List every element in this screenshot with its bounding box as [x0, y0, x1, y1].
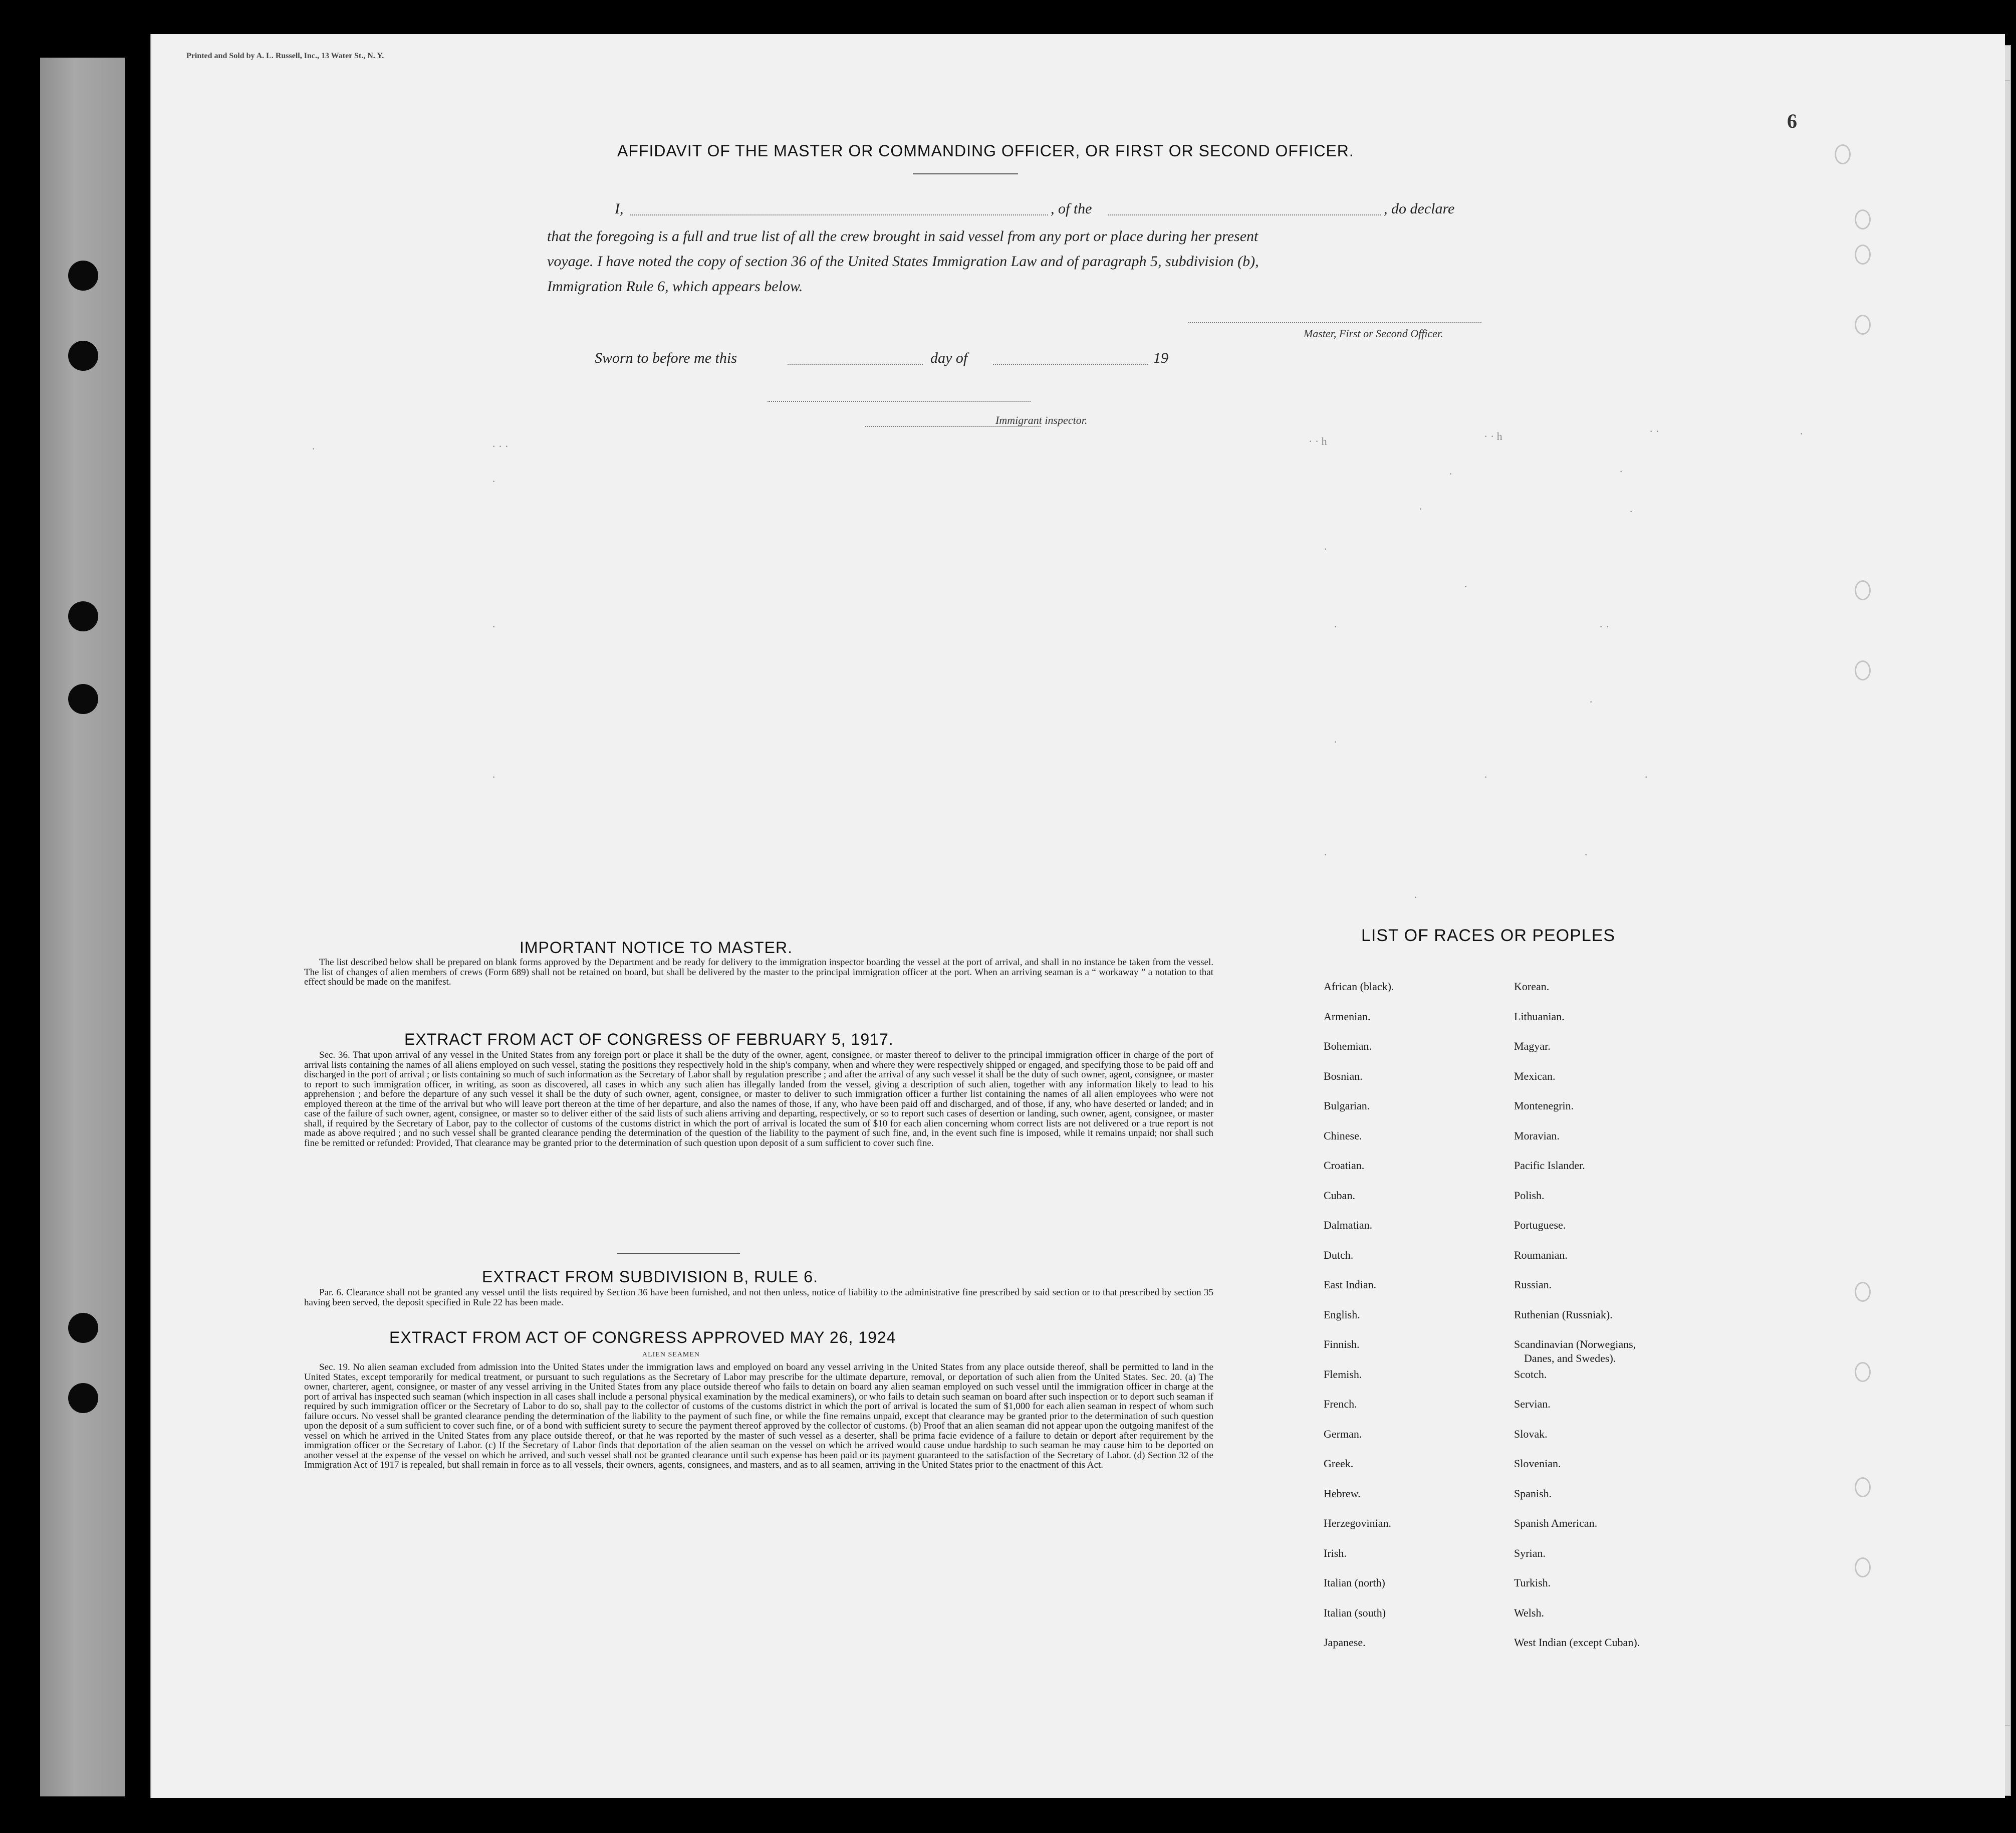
race-item: English.	[1324, 1308, 1360, 1321]
bleed-mark: ·	[492, 620, 496, 633]
notice-text: The list described below shall be prepared on blank forms approved by the Department and be ready for delivery to the immigration inspector boarding the vessel at the port of arrival, and shall in no instance be taken from the vessel. The list of changes of alien members of crews (Form 689) shall not be retained on board, but shall be delivered by the master to the principal immigration officer at the port. When an arriving seaman is a “ workaway ” a notation to that effect should be made on the manifest.	[304, 957, 1213, 987]
race-item: Italian (south)	[1324, 1606, 1386, 1619]
affidavit-line2: that the foregoing is a full and true list of all the crew brought in said vessel from any port or place during her present	[547, 228, 1258, 245]
race-item: Dalmatian.	[1324, 1219, 1373, 1231]
affidavit-line3: voyage. I have noted the copy of section 36 of the United States Immigration Law and of paragraph 5, subdivision (b),	[547, 253, 1259, 270]
race-item: Finnish.	[1324, 1338, 1360, 1350]
bleed-mark: ·	[1644, 771, 1648, 783]
race-item: Dutch.	[1324, 1248, 1354, 1261]
race-item: Hebrew.	[1324, 1487, 1361, 1500]
margin-ring	[1855, 245, 1871, 265]
title-rule	[913, 173, 1018, 174]
affidavit-line1-start: I,	[615, 200, 624, 217]
inspector-blank-top	[768, 401, 1031, 402]
bleed-mark: · ·	[1599, 620, 1610, 633]
section-rule	[617, 1253, 740, 1254]
race-item: Chinese.	[1324, 1129, 1362, 1142]
bleed-mark: ·	[1584, 848, 1588, 861]
race-item: Pacific Islander.	[1514, 1159, 1585, 1172]
binder-hole	[68, 341, 98, 371]
printer-line: Printed and Sold by A. L. Russell, Inc., 13 Water St., N. Y.	[186, 52, 384, 60]
bleed-mark: · · h	[1484, 430, 1502, 442]
binder-hole	[68, 1313, 98, 1343]
bleed-mark: ·	[312, 442, 316, 455]
affidavit-title: AFFIDAVIT OF THE MASTER OR COMMANDING OFFICER, OR FIRST OR SECOND OFFICER.	[617, 142, 1354, 160]
margin-ring	[1855, 580, 1871, 600]
race-item: Bohemian.	[1324, 1040, 1372, 1052]
binder-hole	[68, 261, 98, 291]
document-page	[150, 34, 2005, 1798]
extract-1924-subtitle: ALIEN SEAMEN	[642, 1351, 700, 1358]
bleed-mark: ·	[1800, 427, 1804, 440]
affidavit-line4: Immigration Rule 6, which appears below.	[547, 278, 803, 295]
race-item: Montenegrin.	[1514, 1099, 1574, 1112]
race-item: Japanese.	[1324, 1636, 1366, 1649]
affidavit-line1-end: , do declare	[1384, 200, 1455, 217]
margin-ring	[1855, 315, 1871, 335]
extract-1924-title: EXTRACT FROM ACT OF CONGRESS APPROVED MAY 26, 1924	[389, 1328, 896, 1346]
bleed-mark: ·	[1419, 503, 1423, 515]
bleed-mark: ·	[1449, 468, 1453, 480]
corner-mark: 6	[1787, 110, 1797, 132]
bleed-mark: ·	[492, 475, 496, 488]
race-item: German.	[1324, 1427, 1362, 1440]
day-blank	[788, 364, 923, 365]
race-item: African (black).	[1324, 980, 1394, 993]
bleed-mark: ·	[1629, 505, 1633, 518]
extract-1917-text: Sec. 36. That upon arrival of any vessel in the United States from any foreign port or place it shall be the duty of the owner, agent, consignee, or master thereof to deliver to the principal immigration officer in charge of the port of arrival lists containing the names of all aliens employed on such vessel, stating the positions they respectively hold in the ship's company, when and where they were respectively shipped or engaged, and specifying those to be paid off and discharged in the port of arrival ; or lists containing so much of such information as the Secretary of Labor shall by regulation prescribe ; and after the arrival of any such vessel it shall be the duty of such owner, agent, consignee, or master to report to such immigration officer, in writing, as soon as discovered, all cases in which any such alien has illegally landed from the vessel, giving a description of such alien, together with any information likely to lead to his apprehension ; and before the departure of any such vessel it shall be the duty of such owner, agent, consignee, or master to deliver to such immigration officer a further list containing the names of all alien employees who were not employed thereon at the time of the arrival but who will leave port thereon at the time of her departure, and also the names of those, if any, who have been paid off and discharged, and of those, if any, who have deserted or landed; and in case of the failure of such owner, agent, consignee, or master so to deliver either of the said lists of such aliens arriving and departing, respectively, or so to report such cases of desertion or landing, such owner, agent, consignee, or master shall, if required by the Secretary of Labor, pay to the collector of customs of the customs district in which the port of arrival is located the sum of $10 for each alien concerning whom correct lists are not delivered or a true report is not made as above required ; and no such vessel shall be granted clearance pending the determination of the question of the liability to the payment of such fine, and, in the event such fine is imposed, while it remains unpaid; nor shall such fine be remitted or refunded: Provided, That clearance may be granted prior to the determination of such question upon deposit of a sum sufficient to cover such fine.	[304, 1050, 1213, 1149]
race-item: Scandinavian (Norwegians,	[1514, 1338, 1636, 1350]
race-item: Bosnian.	[1324, 1069, 1363, 1082]
race-item: Danes, and Swedes).	[1524, 1352, 1616, 1364]
bleed-mark: ·	[1484, 771, 1488, 783]
bleed-mark: ·	[1619, 465, 1623, 478]
binder-hole	[68, 601, 98, 631]
race-item: Roumanian.	[1514, 1248, 1568, 1261]
bleed-mark: ·	[1589, 696, 1593, 708]
race-item: Italian (north)	[1324, 1576, 1385, 1589]
race-item: Spanish.	[1514, 1487, 1552, 1500]
race-item: Welsh.	[1514, 1606, 1544, 1619]
notice-title: IMPORTANT NOTICE TO MASTER.	[520, 939, 793, 957]
races-title: LIST OF RACES OR PEOPLES	[1361, 926, 1616, 945]
bleed-mark: ·	[1334, 620, 1338, 633]
extract-rule6-text: Par. 6. Clearance shall not be granted any vessel until the lists required by Section 36 have been furnished, and not then unless, notice of liability to the administrative fine prescribed by said section or to that prescribed by section 35 having been served, the deposit specified in Rule 22 has been made.	[304, 1287, 1213, 1308]
binder-hole	[68, 684, 98, 714]
race-item: Herzegovinian.	[1324, 1517, 1391, 1529]
sworn-year: 19	[1153, 350, 1168, 366]
race-item: Irish.	[1324, 1546, 1347, 1559]
inspector-label: Immigrant inspector.	[995, 414, 1088, 426]
margin-ring	[1855, 660, 1871, 680]
extract-rule6-title: EXTRACT FROM SUBDIVISION B, RULE 6.	[482, 1268, 818, 1286]
race-item: Spanish American.	[1514, 1517, 1598, 1529]
race-item: Portuguese.	[1514, 1219, 1566, 1231]
race-item: Magyar.	[1514, 1040, 1551, 1052]
race-item: Servian.	[1514, 1398, 1551, 1410]
name-blank	[630, 214, 1048, 215]
bleed-mark: · · ·	[492, 440, 509, 452]
bleed-mark: ·	[1414, 891, 1418, 903]
binder-strip	[40, 58, 125, 1796]
margin-ring	[1855, 1282, 1871, 1302]
bleed-mark: · ·	[1649, 425, 1660, 437]
bleed-mark: ·	[1334, 736, 1338, 748]
margin-ring	[1855, 1362, 1871, 1382]
margin-ring	[1855, 1477, 1871, 1497]
bleed-mark: ·	[1324, 543, 1328, 555]
margin-ring	[1835, 144, 1851, 164]
extract-1917-title: EXTRACT FROM ACT OF CONGRESS OF FEBRUARY 5, 1917.	[404, 1030, 894, 1048]
bleed-mark: ·	[1324, 848, 1328, 861]
margin-ring	[1855, 209, 1871, 230]
race-item: Korean.	[1514, 980, 1550, 993]
race-item: Armenian.	[1324, 1010, 1371, 1023]
margin-ring	[1855, 1557, 1871, 1577]
race-item: Syrian.	[1514, 1546, 1546, 1559]
race-item: West Indian (except Cuban).	[1514, 1636, 1640, 1649]
month-blank	[993, 364, 1148, 365]
race-item: Polish.	[1514, 1189, 1545, 1202]
binder-hole	[68, 1383, 98, 1413]
affidavit-line1-mid: , of the	[1051, 200, 1092, 217]
race-item: Slovak.	[1514, 1427, 1548, 1440]
bleed-mark: ·	[492, 771, 496, 783]
race-item: Mexican.	[1514, 1069, 1556, 1082]
bleed-mark: · · h	[1309, 435, 1327, 447]
sworn-start: Sworn to before me this	[595, 350, 737, 366]
sworn-day: day of	[930, 350, 968, 366]
race-item: Ruthenian (Russniak).	[1514, 1308, 1613, 1321]
race-item: Scotch.	[1514, 1367, 1547, 1381]
race-item: Russian.	[1514, 1278, 1552, 1291]
race-item: Flemish.	[1324, 1367, 1362, 1381]
race-item: Greek.	[1324, 1457, 1354, 1470]
race-item: East Indian.	[1324, 1278, 1377, 1291]
bleed-mark: ·	[1464, 580, 1468, 593]
race-item: Moravian.	[1514, 1129, 1560, 1142]
race-item: Cuban.	[1324, 1189, 1355, 1202]
race-item: Croatian.	[1324, 1159, 1365, 1172]
signature-label: Master, First or Second Officer.	[1304, 327, 1443, 340]
race-item: Turkish.	[1514, 1576, 1551, 1589]
race-item: Slovenian.	[1514, 1457, 1561, 1470]
race-item: Lithuanian.	[1514, 1010, 1565, 1023]
signature-blank	[1188, 322, 1481, 323]
race-item: French.	[1324, 1398, 1357, 1410]
race-item: Bulgarian.	[1324, 1099, 1370, 1112]
vessel-blank	[1108, 214, 1381, 215]
extract-1924-text: Sec. 19. No alien seaman excluded from admission into the United States under the immigration laws and employed on board any vessel arriving in the United States from any place outside thereof, shall be permitted to land in the United States, except temporarily for medical treatment, or pursuant to such regulations as the Secretary of Labor may prescribe for the ultimate departure, removal, or deportation of such alien from the United States. Sec. 20. (a) The owner, charterer, agent, consignee, or master of any vessel arriving in the United States from any place outside thereof who fails to detain on board any alien seaman employed on such vessel until the immigration officer in charge at the port of arrival has inspected such seaman (which inspection in all cases shall include a personal physical examination by the medical examiners), or who fails to detain such seaman on board after such inspection or to deport such seaman if required by such immigration officer or the Secretary of Labor to do so, shall pay to the collector of customs of the customs district in which the port of arrival is located the sum of $1,000 for each alien seaman in respect of whom such failure occurs. No vessel shall be granted clearance pending the determination of the liability to the payment of such fine, or while the fine remains unpaid, except that clearance may be granted prior to the determination of such question upon the deposit of a sum sufficient to cover such fine, or of a bond with sufficient surety to secure the payment thereof approved by the collector of customs. (b) Proof that an alien seaman did not appear upon the outgoing manifest of the vessel on which he arrived in the United States from any place outside thereof, or that he was reported by the master of such vessel as a deserter, shall be prima facie evidence of a failure to detain or deport after requirement by the immigration officer or the Secretary of Labor. (c) If the Secretary of Labor finds that deportation of the alien seaman on the vessel on which he arrived would cause undue hardship to such seaman he may cause him to be deported on another vessel at the expense of the vessel on which he arrived, and such vessel shall not be granted clearance until such expense has been paid or its payment guaranteed to the satisfaction of the Secretary of Labor. (d) Section 32 of the Immigration Act of 1917 is repealed, but shall remain in force as to all vessels, their owners, agents, consignees, and masters, and as to all seamen, arriving in the United States prior to the enactment of this Act.	[304, 1362, 1213, 1470]
